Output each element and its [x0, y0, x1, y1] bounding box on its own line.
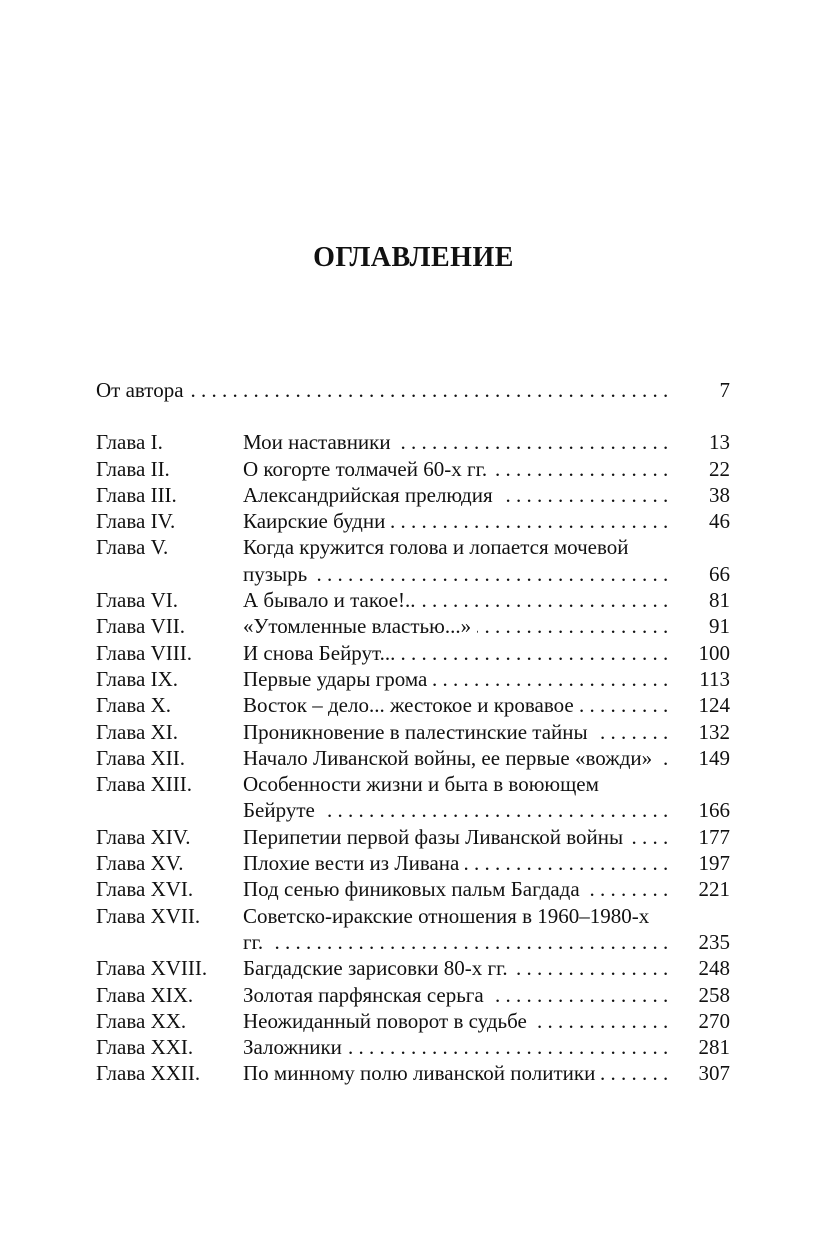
toc-entry-page: 177	[698, 824, 730, 849]
toc-entry[interactable]	[96, 482, 730, 508]
chapter-number: Глава XVIII.	[96, 956, 208, 981]
toc-entry[interactable]	[96, 429, 730, 455]
page-title: ОГЛАВЛЕНИЕ	[313, 242, 514, 273]
chapter-number: Глава I.	[96, 430, 163, 455]
toc-entry-title-wrap	[243, 666, 674, 692]
chapter-number: Глава XV.	[96, 851, 184, 876]
toc-entry-body	[243, 534, 730, 587]
toc-entry-title-wrap	[243, 692, 674, 718]
toc-entry-title-wrap	[243, 640, 674, 666]
toc-entry-page: 307	[698, 1061, 730, 1086]
toc-entry-body	[243, 1008, 730, 1034]
toc-entry-title: От автора	[96, 378, 190, 402]
toc-entry-page: 7	[719, 378, 730, 402]
toc-entry[interactable]	[96, 903, 730, 956]
toc-entry-title: А бывало и такое!..	[243, 588, 422, 612]
toc-entry-page: 270	[698, 1008, 730, 1033]
toc-entry-title-wrap	[243, 824, 674, 850]
toc-entry[interactable]	[96, 456, 730, 482]
toc-entry-title: Мои наставники	[243, 430, 397, 454]
toc-entry-page: 13	[709, 430, 730, 455]
table-of-contents	[96, 377, 730, 1087]
toc-entry-title-wrap	[243, 982, 674, 1008]
toc-entry-body	[243, 719, 730, 745]
toc-entry-page: 248	[698, 956, 730, 981]
toc-entry-page: 124	[698, 693, 730, 718]
toc-entry-body	[96, 377, 730, 403]
toc-entry-page: 91	[709, 614, 730, 639]
chapter-number: Глава XXII.	[96, 1061, 201, 1086]
chapter-number: Глава IV.	[96, 509, 176, 534]
toc-entry-title-wrap	[243, 955, 674, 981]
toc-entry-title-wrap	[96, 377, 674, 403]
toc-entry[interactable]	[96, 587, 730, 613]
toc-entry-page: 132	[698, 719, 730, 744]
toc-entry-page: 113	[699, 666, 730, 691]
toc-entry-title: Плохие вести из Ливана	[243, 851, 465, 875]
toc-entry-title-wrap	[243, 429, 674, 455]
toc-entry[interactable]	[96, 1034, 730, 1060]
toc-entry-page: 235	[698, 929, 730, 954]
toc-entry-title-wrap	[243, 719, 674, 745]
toc-entry-title: Заложники	[243, 1035, 348, 1059]
toc-entry-title: «Утомленные властью...»	[243, 614, 477, 638]
toc-entry-page: 100	[698, 640, 730, 665]
toc-entry-title: Советско-иракские отношения в 1960–1980-х гг.	[243, 903, 650, 954]
toc-entry[interactable]	[96, 982, 730, 1008]
toc-entry-title: Первые удары грома	[243, 667, 433, 691]
toc-entry-page: 258	[698, 982, 730, 1007]
toc-entry-title-wrap	[243, 508, 674, 534]
chapter-number: Глава XIX.	[96, 982, 194, 1007]
toc-entry-body	[243, 429, 730, 455]
toc-entry-page: 197	[698, 851, 730, 876]
toc-entry-title: Восток – дело... жестокое и кровавое	[243, 693, 580, 717]
chapter-number: Глава VIII.	[96, 640, 192, 665]
chapter-number: Глава VI.	[96, 588, 178, 613]
toc-entry-title-wrap	[243, 850, 674, 876]
chapter-number: Глава XX.	[96, 1008, 187, 1033]
toc-entry[interactable]	[96, 771, 730, 824]
toc-entry-page: 221	[698, 877, 730, 902]
toc-entry-title-wrap	[243, 771, 674, 824]
chapter-number: Глава III.	[96, 482, 177, 507]
toc-entry[interactable]	[96, 1008, 730, 1034]
toc-entry-page: 22	[709, 456, 730, 481]
toc-entry-title: Под сенью финиковых пальм Багдада	[243, 877, 586, 901]
toc-entry[interactable]	[96, 824, 730, 850]
toc-entry-title-wrap	[243, 876, 674, 902]
toc-entry[interactable]	[96, 640, 730, 666]
toc-entry-page: 66	[709, 561, 730, 586]
chapter-number: Глава XVI.	[96, 877, 194, 902]
chapter-number: Глава XII.	[96, 745, 185, 770]
toc-entry-foreword[interactable]	[96, 377, 730, 403]
toc-entry[interactable]	[96, 876, 730, 902]
toc-entry-body	[243, 771, 730, 824]
toc-entry-body	[243, 587, 730, 613]
toc-entry-title: Александрийская прелюдия	[243, 483, 499, 507]
toc-entry-page: 281	[698, 1035, 730, 1060]
toc-entry[interactable]	[96, 955, 730, 981]
toc-entry-title: Начало Ливанской войны, ее первые «вожди»	[243, 746, 658, 770]
toc-entry-title: О когорте толмачей 60-х гг.	[243, 457, 493, 481]
chapter-number: Глава II.	[96, 456, 170, 481]
toc-entry[interactable]	[96, 745, 730, 771]
toc-entry-title-wrap	[243, 482, 674, 508]
toc-entry-body	[243, 1034, 730, 1060]
toc-entry[interactable]	[96, 719, 730, 745]
toc-entry-body	[243, 876, 730, 902]
toc-entry-body	[243, 850, 730, 876]
chapter-number: Глава IX.	[96, 666, 178, 691]
toc-entry-title: Когда кружится голова и лопается мочевой пузырь	[243, 535, 629, 586]
toc-entry-title-wrap	[243, 534, 674, 587]
chapter-number: Глава XIII.	[96, 772, 192, 797]
toc-entry-body	[243, 640, 730, 666]
toc-entry-title-wrap	[243, 613, 674, 639]
toc-entry-body	[243, 482, 730, 508]
toc-entry[interactable]	[96, 692, 730, 718]
toc-entry-title-wrap	[243, 456, 674, 482]
toc-entry-title-wrap	[243, 1060, 674, 1086]
toc-entry[interactable]	[96, 508, 730, 534]
toc-entry-title: Багдадские зарисовки 80-х гг.	[243, 956, 514, 980]
toc-entry-body	[243, 955, 730, 981]
toc-entry-title-wrap	[243, 903, 674, 956]
toc-entry-title: Особенности жизни и быта в воюющем Бейруте	[243, 772, 599, 823]
toc-entry[interactable]	[96, 666, 730, 692]
toc-entry-body	[243, 666, 730, 692]
toc-entry-title: Перипетии первой фазы Ливанской войны	[243, 825, 629, 849]
toc-entry-body	[243, 613, 730, 639]
toc-entry-page: 46	[709, 509, 730, 534]
toc-entry-body	[243, 692, 730, 718]
chapter-number: Глава V.	[96, 535, 169, 560]
chapter-number: Глава XI.	[96, 719, 178, 744]
chapter-number: Глава XVII.	[96, 903, 201, 928]
toc-entry[interactable]	[96, 1060, 730, 1086]
toc-entry-title: Проникновение в палестинские тайны	[243, 720, 594, 744]
toc-entry-page: 166	[698, 798, 730, 823]
toc-entry[interactable]	[96, 534, 730, 587]
toc-entry-title: По минному полю ливанской политики	[243, 1061, 601, 1085]
toc-entry-title: И снова Бейрут...	[243, 641, 401, 665]
chapter-number: Глава VII.	[96, 614, 185, 639]
toc-entry-body	[243, 903, 730, 956]
toc-entry-title-wrap	[243, 1008, 674, 1034]
chapter-number: Глава XIV.	[96, 824, 191, 849]
chapter-number: Глава X.	[96, 693, 171, 718]
toc-entry-title: Неожиданный поворот в судьбе	[243, 1009, 533, 1033]
toc-entry-page: 149	[698, 745, 730, 770]
toc-entry-title-wrap	[243, 587, 674, 613]
chapter-number: Глава XXI.	[96, 1035, 194, 1060]
toc-entry-title: Золотая парфянская серьга	[243, 983, 490, 1007]
toc-entry-body	[243, 508, 730, 534]
toc-entry-body	[243, 1060, 730, 1086]
toc-entry-body	[243, 745, 730, 771]
toc-entry-body	[243, 456, 730, 482]
toc-entry-page: 38	[709, 482, 730, 507]
toc-entry-body	[243, 982, 730, 1008]
toc-entry[interactable]	[96, 850, 730, 876]
toc-entry-title-wrap	[243, 745, 674, 771]
toc-entry-title: Каирские будни	[243, 509, 391, 533]
toc-entry[interactable]	[96, 613, 730, 639]
toc-entry-body	[243, 824, 730, 850]
toc-entry-title-wrap	[243, 1034, 674, 1060]
toc-entry-page: 81	[709, 588, 730, 613]
